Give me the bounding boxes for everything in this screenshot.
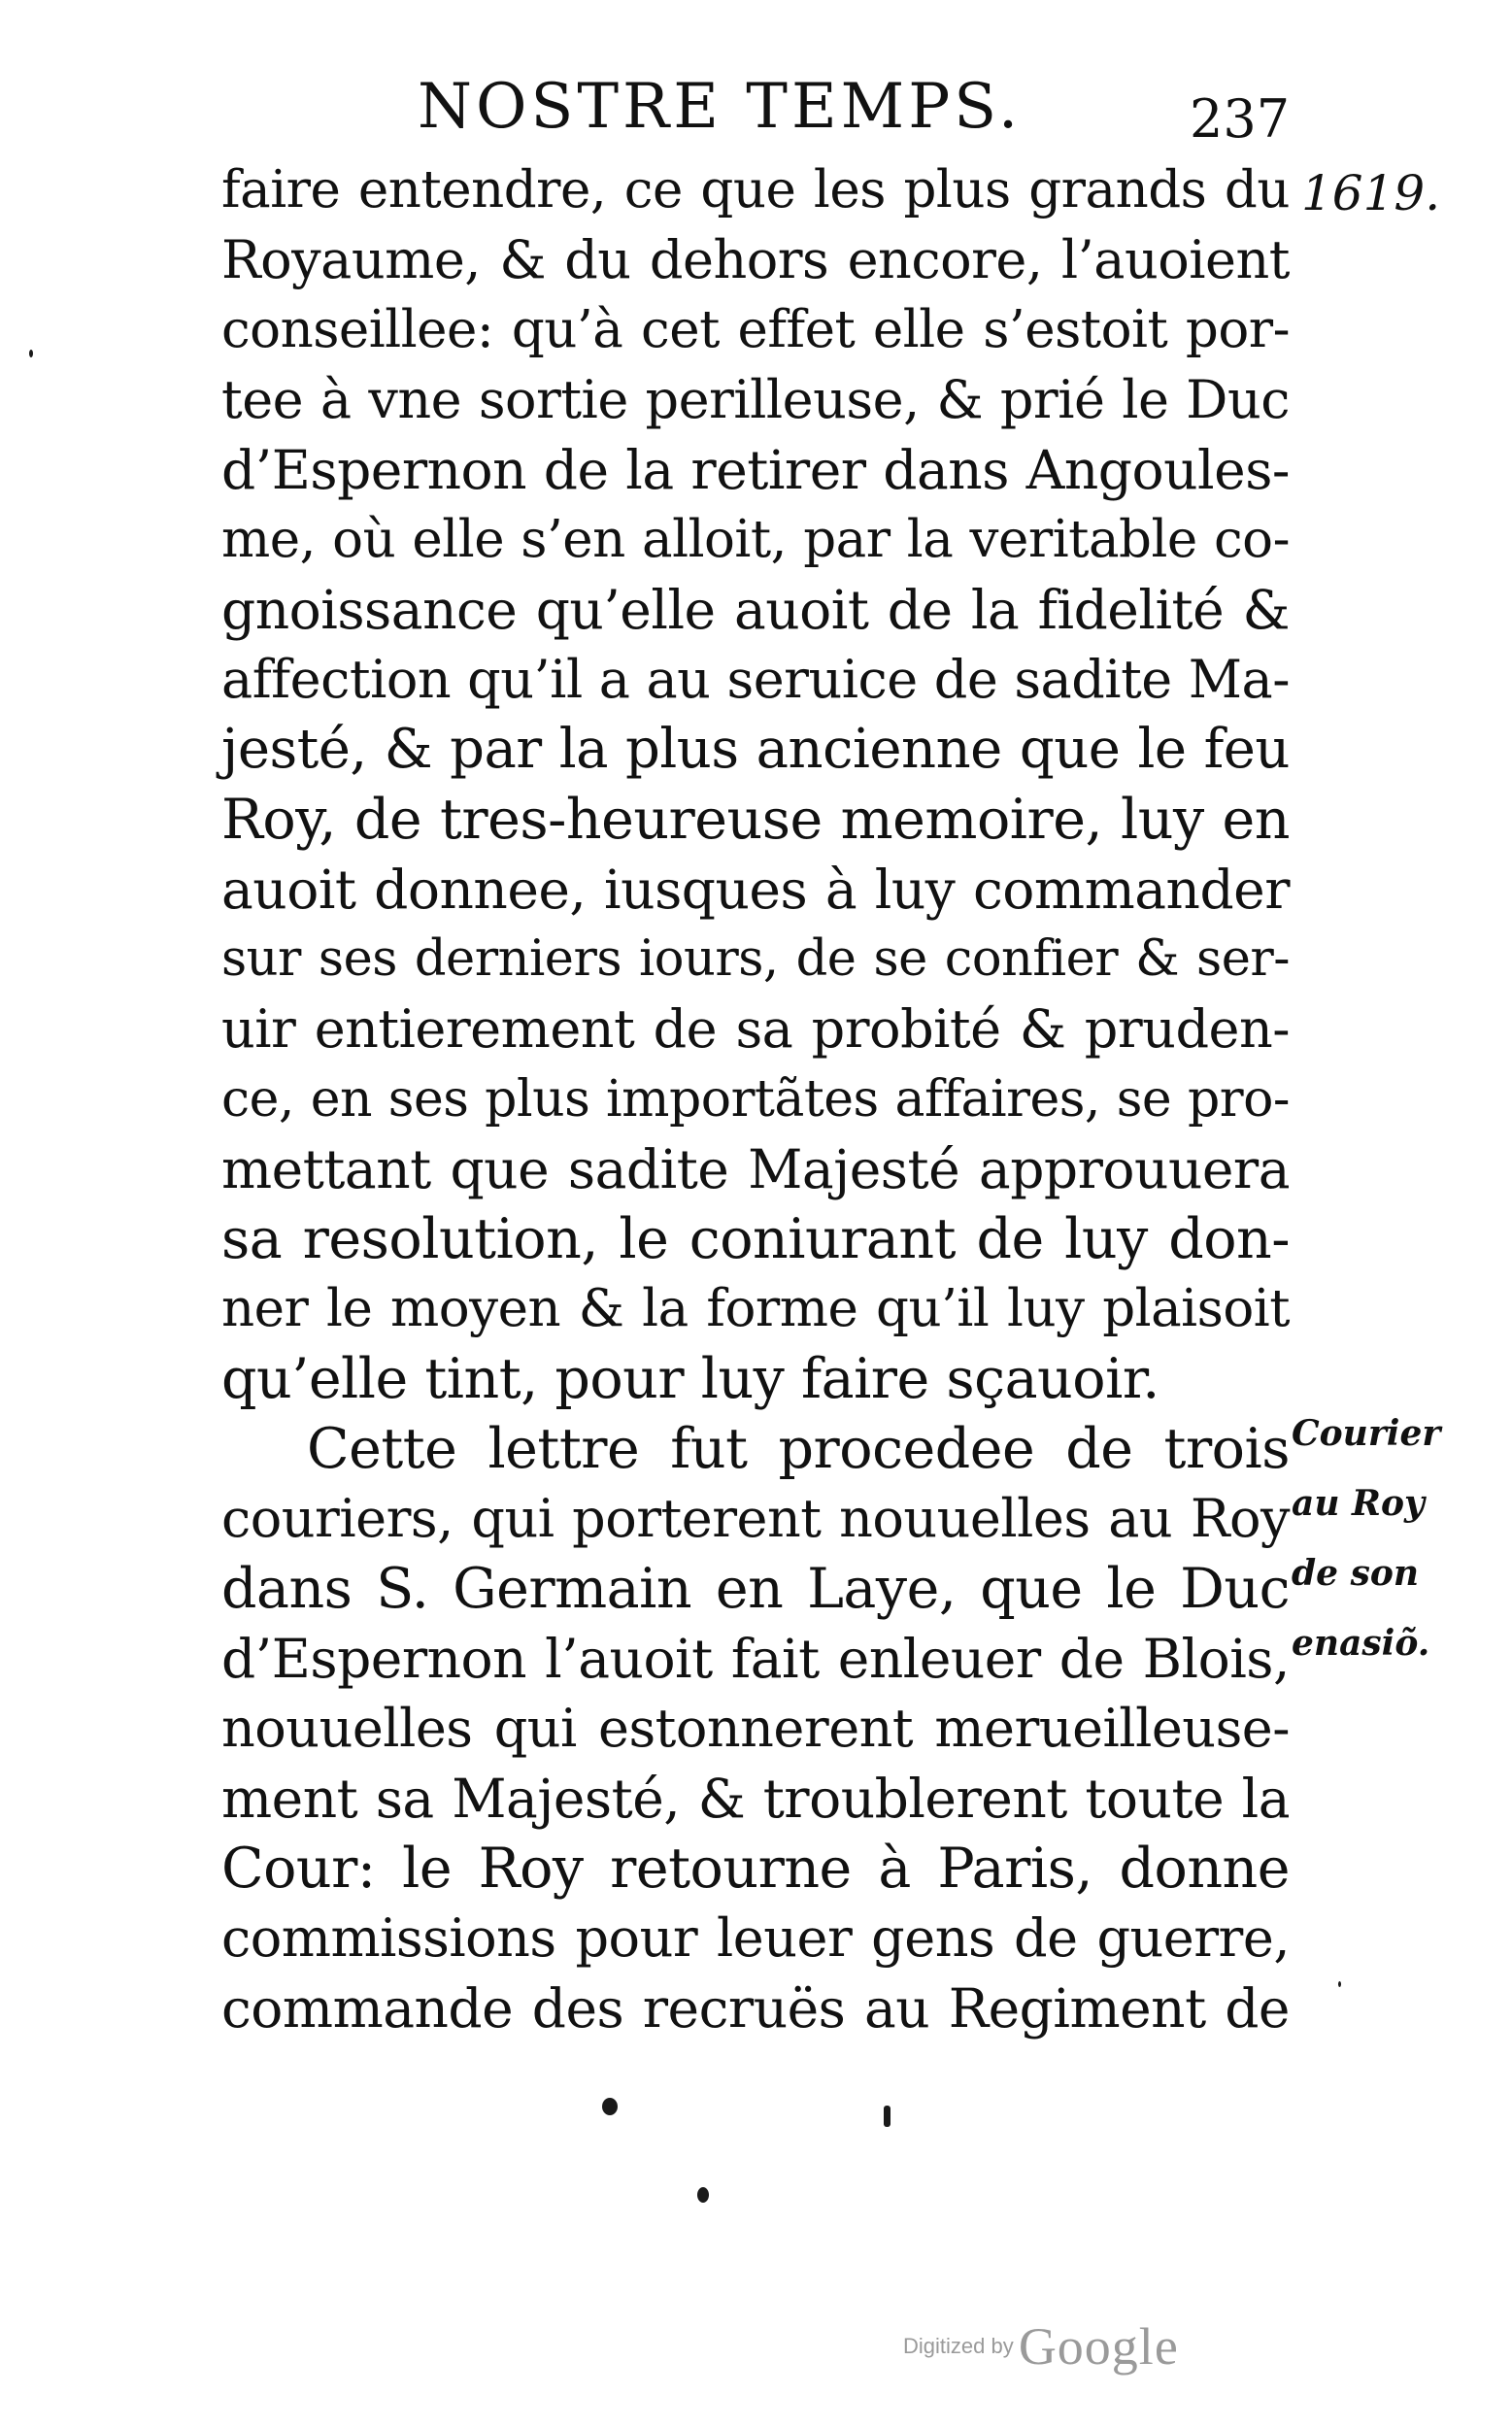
ink-speck bbox=[602, 2098, 618, 2115]
ink-speck bbox=[1338, 1981, 1341, 1987]
text-line: couriers, qui porterent nouuelles au Roy bbox=[221, 1488, 1290, 1549]
text-line: commissions pour leuer gens de guerre, bbox=[221, 1907, 1290, 1969]
text-line: me, où elle s’en alloit, par la veritable co- bbox=[221, 510, 1290, 569]
text-line: conseillee: qu’à cet effet elle s’estoit por- bbox=[221, 300, 1290, 359]
text-line: nouuelles qui estonnerent merueilleuse- bbox=[221, 1698, 1290, 1759]
text-line: Roy, de tres-heureuse memoire, luy en bbox=[221, 788, 1290, 852]
text-line: Cour: le Roy retourne à Paris, donne bbox=[221, 1837, 1290, 1901]
text-line: gnoissance qu’elle auoit de la fidelité & bbox=[221, 579, 1290, 641]
text-line: mettant que sadite Majesté approuuera bbox=[221, 1138, 1290, 1200]
sidenote-line: au Roy bbox=[1292, 1483, 1425, 1524]
google-watermark bbox=[903, 2316, 1179, 2377]
text-line-paragraph-end: qu’elle tint, pour luy faire sçauoir. bbox=[221, 1347, 1159, 1411]
ink-speck bbox=[884, 2106, 890, 2127]
ink-speck bbox=[697, 2187, 709, 2203]
text-line: tee à vne sortie perilleuse, & prié le Duc bbox=[221, 369, 1290, 430]
text-line: d’Espernon de la retirer dans Angoules- bbox=[221, 439, 1290, 501]
text-line: sur ses derniers iours, de se confier & ser- bbox=[221, 930, 1290, 988]
sidenote-line: enasiõ. bbox=[1292, 1623, 1430, 1664]
text-line: ner le moyen & la forme qu’il luy plaisoit bbox=[221, 1279, 1290, 1338]
running-head: NOSTRE TEMPS. bbox=[418, 71, 1023, 143]
text-line: affection qu’il a au seruice de sadite Ma- bbox=[221, 649, 1290, 710]
text-line: ce, en ses plus importãtes affaires, se pro- bbox=[221, 1070, 1290, 1129]
text-line: d’Espernon l’auoit fait enleuer de Blois, bbox=[221, 1628, 1290, 1690]
sidenote-line: Courier bbox=[1292, 1413, 1441, 1454]
text-line: auoit donnee, iusques à luy commander bbox=[221, 859, 1290, 921]
text-line: ment sa Majesté, & troublerent toute la bbox=[221, 1768, 1290, 1830]
text-line: uir entierement de sa probité & pruden- bbox=[221, 998, 1290, 1060]
text-line-paragraph-start: Cette lettre fut procedee de trois bbox=[307, 1417, 1290, 1481]
body-text bbox=[221, 155, 1290, 2043]
text-line: faire entendre, ce que les plus grands du bbox=[221, 160, 1290, 219]
page-number: 237 bbox=[1190, 88, 1291, 150]
text-line: dans S. Germain en Laye, que le Duc bbox=[221, 1557, 1290, 1621]
text-line: sa resolution, le coniurant de luy don- bbox=[221, 1207, 1290, 1271]
sidenote-line: de son bbox=[1292, 1553, 1420, 1594]
text-line: jesté, & par la plus ancienne que le feu bbox=[221, 718, 1290, 781]
margin-sidenote bbox=[1292, 1399, 1476, 1678]
text-line: Royaume, & du dehors encore, l’auoient bbox=[221, 229, 1290, 290]
ink-speck bbox=[29, 350, 33, 357]
google-logo: Google bbox=[1018, 2317, 1179, 2376]
watermark-prefix: Digitized by bbox=[903, 2334, 1014, 2358]
margin-year: 1619. bbox=[1301, 165, 1441, 221]
text-line: commande des recruës au Regiment de bbox=[221, 1977, 1290, 2040]
